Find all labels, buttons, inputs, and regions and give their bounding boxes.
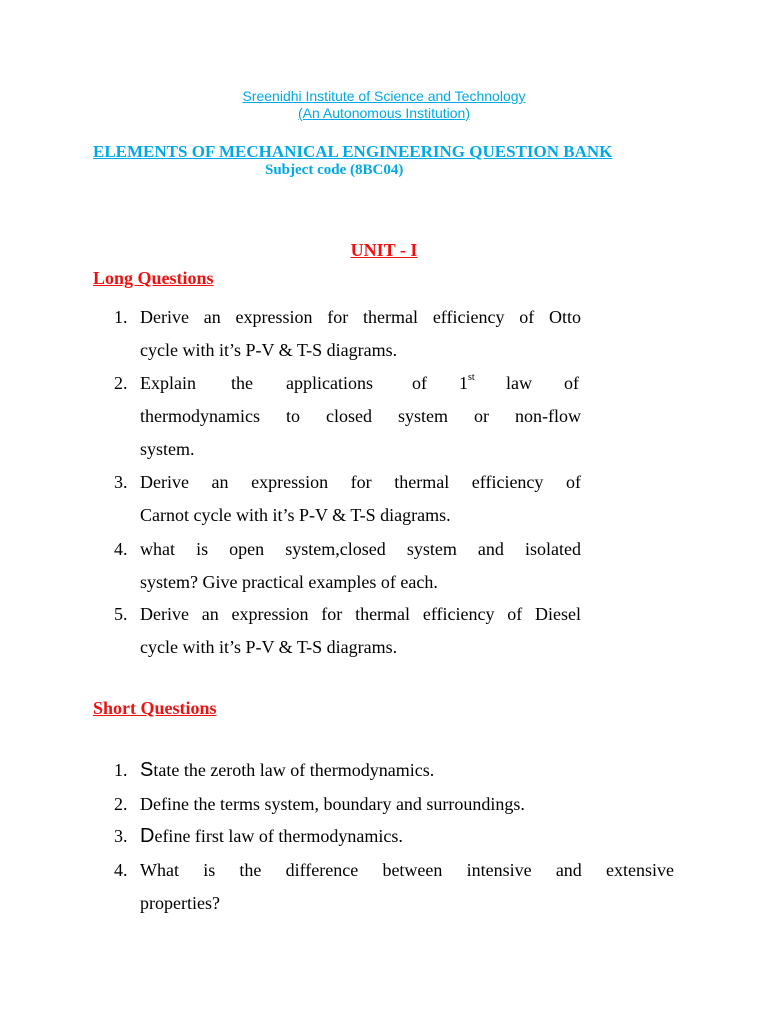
word-of-2: of: [564, 373, 579, 393]
word-applications: applications: [286, 373, 373, 393]
question-line: system.: [140, 439, 195, 459]
question-line: [140, 754, 674, 787]
short-question-2: [114, 788, 674, 821]
ordinal-first: 1st: [459, 372, 475, 393]
long-question-4: [114, 533, 581, 599]
question-number: 2.: [114, 794, 128, 814]
question-number: 3.: [114, 826, 128, 846]
long-question-2: [114, 367, 581, 466]
question-line: thermodynamics to closed system or non-flow: [140, 406, 581, 426]
short-question-3: [114, 820, 674, 853]
question-number: 5.: [114, 604, 128, 624]
subject-code: Subject code (8BC04): [265, 162, 404, 178]
question-number: 4.: [114, 860, 128, 880]
question-line: Derive an expression for thermal efficiency of: [140, 472, 581, 492]
institute-subtitle[interactable]: (An Autonomous Institution): [298, 105, 470, 121]
word-law: law: [506, 373, 532, 393]
institute-name[interactable]: Sreenidhi Institute of Science and Technology: [242, 88, 526, 104]
word-the: the: [231, 373, 253, 393]
word-of: of: [412, 373, 427, 393]
long-question-3: [114, 466, 581, 532]
question-line: what is open system,closed system and isolated: [140, 539, 581, 559]
long-question-1: [114, 301, 581, 367]
question-number: 4.: [114, 539, 128, 559]
question-text: tate the zeroth law of thermodynamics.: [153, 760, 435, 780]
question-line: cycle with it’s P-V & T-S diagrams.: [140, 340, 398, 360]
question-line: system? Give practical examples of each.: [140, 572, 438, 592]
question-line: [140, 367, 581, 400]
unit-heading: UNIT - I: [350, 240, 418, 260]
question-line: Derive an expression for thermal efficiency of Diesel: [140, 604, 581, 624]
short-question-1: [114, 754, 674, 787]
question-number: 3.: [114, 472, 128, 492]
question-line: [140, 820, 674, 853]
question-line: cycle with it’s P-V & T-S diagrams.: [140, 637, 398, 657]
short-questions-heading: Short Questions: [93, 698, 217, 718]
question-number: 2.: [114, 373, 128, 393]
question-line: properties?: [140, 893, 220, 913]
question-line: What is the difference between intensive and extensive: [140, 860, 674, 880]
question-line: Derive an expression for thermal efficiency of Otto: [140, 307, 581, 327]
long-question-5: [114, 598, 581, 664]
document-title[interactable]: ELEMENTS OF MECHANICAL ENGINEERING QUESTION BANK: [93, 142, 613, 161]
first-letter: D: [140, 825, 155, 847]
question-line: Define the terms system, boundary and surroundings.: [140, 794, 525, 814]
question-line: Carnot cycle with it’s P-V & T-S diagrams.: [140, 505, 451, 525]
long-questions-heading: Long Questions: [93, 268, 214, 288]
question-text: efine first law of thermodynamics.: [154, 826, 403, 846]
short-question-4: [114, 854, 674, 920]
first-letter: S: [140, 759, 154, 781]
word-explain: Explain: [140, 373, 196, 393]
question-number: 1.: [114, 760, 128, 780]
question-number: 1.: [114, 307, 128, 327]
